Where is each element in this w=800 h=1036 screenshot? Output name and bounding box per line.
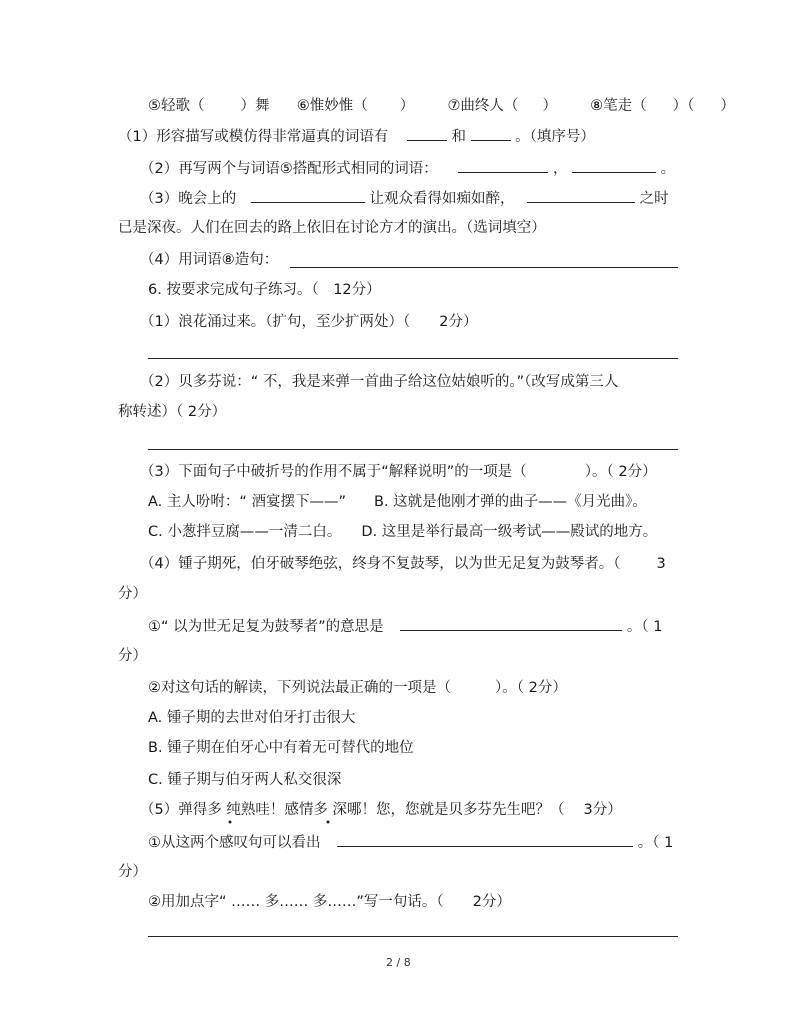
emphasis-dot xyxy=(229,821,232,824)
q6-s3-optC: C. 小葱拌豆腐——一清二白。 D. 这里是举行最高一级考试——殿试的地方。 xyxy=(148,524,658,540)
q6-s5-item1-line2: 分） xyxy=(118,864,147,880)
q6-s3-optA: A. 主人吩咐：“ 酒宴摆下——” B. 这就是他刚才弹的曲子——《月光曲》。 xyxy=(148,494,647,510)
page-number: 2 / 8 xyxy=(386,956,411,969)
answer-line[interactable] xyxy=(148,358,678,359)
word-list-line: ⑤轻歌（ ）舞 ⑥惟妙惟（ ） ⑦曲终人（ ） ⑧笔走（ ）（ ） xyxy=(148,98,735,114)
word-5: ⑤轻歌（ xyxy=(148,98,205,114)
answer-line[interactable] xyxy=(290,267,678,268)
q5-part4: （4）用词语⑧造句： xyxy=(140,252,279,268)
word-7: ⑦曲终人（ xyxy=(447,98,519,114)
word-6: ⑥惟妙惟（ xyxy=(296,98,368,114)
q6-s2-line2: 称转述）（ 2分） xyxy=(118,404,227,420)
word-8: ⑧笔走（ xyxy=(590,98,647,114)
q6-s4-optA: A. 锺子期的去世对伯牙打击很大 xyxy=(148,710,356,726)
answer-blank[interactable] xyxy=(251,188,365,203)
q6-s4-item2: ②对这句话的解读，下列说法最正确的一项是（ ）。（ 2分） xyxy=(148,680,567,696)
q6-s4-line1: （4）锺子期死，伯牙破琴绝弦，终身不复鼓琴，以为世无足复为鼓琴者。（ 3 xyxy=(140,556,666,572)
answer-line[interactable] xyxy=(148,936,678,937)
answer-blank[interactable] xyxy=(572,158,656,173)
q5-part1: （1）形容描写或模仿得非常逼真的词语有 和 。（填序号） xyxy=(118,126,595,147)
q6-s4-optB: B. 锺子期在伯牙心中有着无可替代的地位 xyxy=(148,740,414,756)
q6-s4-line2: 分） xyxy=(118,586,147,602)
q5-part3: （3）晚会上的 让观众看得如痴如醉， 之时 xyxy=(140,188,669,209)
answer-blank[interactable] xyxy=(337,832,633,847)
q6-s3: （3）下面句子中破折号的作用不属于“解释说明”的一项是（ ）。（ 2分） xyxy=(140,464,657,480)
q6-s4-item1: ①“ 以为世无足复为鼓琴者”的意思是 。（ 1 xyxy=(148,616,662,637)
q6-s4-optC: C. 锺子期与伯牙两人私交很深 xyxy=(148,772,342,788)
q6-s1: （1）浪花涌过来。（扩句，至少扩两处）（ 2分） xyxy=(140,314,478,330)
q6-title: 6. 按要求完成句子练习。（ 12分） xyxy=(148,282,381,298)
q6-s4-item1-line2: 分） xyxy=(118,648,147,664)
answer-blank[interactable] xyxy=(471,126,511,141)
emphasis-dot xyxy=(327,821,330,824)
answer-blank[interactable] xyxy=(400,616,622,631)
q5-part2: （2）再写两个与词语⑤搭配形式相同的词语： ， 。 xyxy=(140,158,675,179)
q6-s2-line1: （2）贝多芬说：“ 不，我是来弹一首曲子给这位姑娘听的。”（改写成第三人 xyxy=(140,374,619,390)
q6-s5-line1: （5）弹得多 纯熟哇！感情多 深哪！您，您就是贝多芬先生吧？（ 3分） xyxy=(140,802,622,818)
q5-part3-line2: 已是深夜。人们在回去的路上依旧在讨论方才的演出。（选词填空） xyxy=(118,220,546,236)
answer-blank[interactable] xyxy=(458,158,548,173)
answer-blank[interactable] xyxy=(407,126,447,141)
q6-s5-item1: ①从这两个感叹句可以看出 。（ 1 xyxy=(148,832,673,853)
q6-s5-item2: ②用加点字“ …… 多…… 多……”写一句话。（ 2分） xyxy=(148,894,511,910)
answer-line[interactable] xyxy=(148,449,678,450)
answer-blank[interactable] xyxy=(527,188,635,203)
